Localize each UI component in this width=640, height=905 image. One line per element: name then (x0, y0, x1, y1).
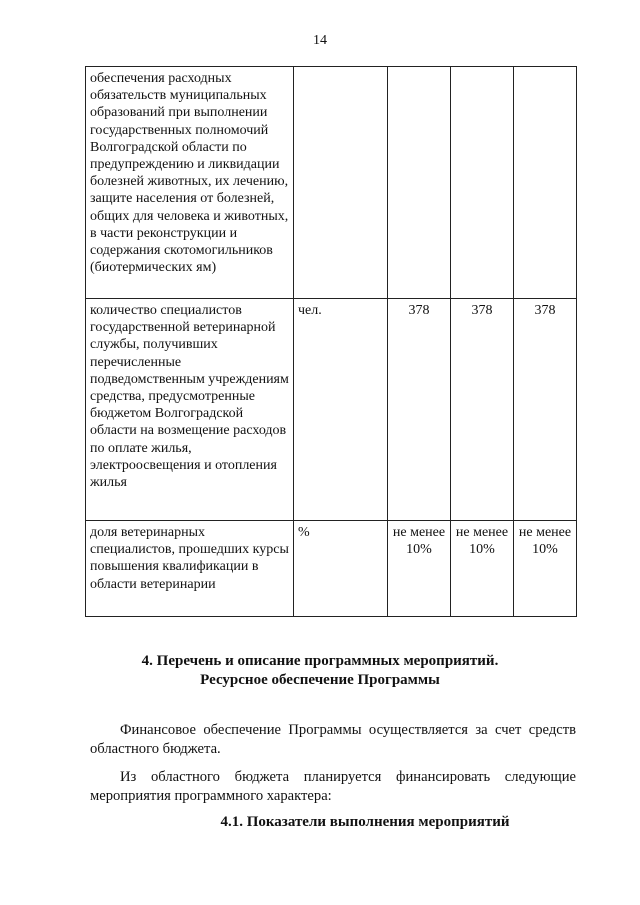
value-cell: 378 (514, 299, 577, 521)
paragraph-line: Финансовое обеспечение Программы осуществляется за счет средств (120, 722, 576, 738)
subsection-heading-text: 4.1. Показатели выполнения мероприятий (220, 814, 510, 830)
paragraph-line: областного бюджета. (90, 741, 221, 757)
indicator-name-cell: обеспечения расходных обязательств муниципальных образований при выполнении государственных полномочий Волгоградской области по предупреждению и ликвидации болезней животных, их лечению, защите населения от болезней, общих для человека и животных, в части реконструкции и содержания скотомогильников (биотермических ям) (86, 67, 294, 299)
value-cell: не менее 10% (514, 521, 577, 617)
table-row (86, 521, 577, 617)
value-cell (514, 67, 577, 299)
indicator-name-cell: количество специалистов государственной ветеринарной службы, получивших перечисленные подведомственным учреждениям средства, предусмотренные бюджетом Волгоградской области на возмещение расходов по оплате жилья, электроосвещения и отопления жилья (86, 299, 294, 521)
paragraph-activities (90, 768, 576, 806)
value-cell: не менее 10% (451, 521, 514, 617)
value-cell: 378 (388, 299, 451, 521)
section-heading-line1: 4. Перечень и описание программных мероприятий. (141, 653, 499, 669)
paragraph-line: мероприятия программного характера: (90, 788, 332, 804)
unit-cell (294, 67, 388, 299)
subsection-heading (0, 813, 640, 832)
value-cell (388, 67, 451, 299)
value-cell (451, 67, 514, 299)
value-cell: 378 (451, 299, 514, 521)
indicator-name-cell: доля ветеринарных специалистов, прошедших курсы повышения квалификации в области ветеринарии (86, 521, 294, 617)
section-heading (0, 652, 640, 690)
unit-cell: % (294, 521, 388, 617)
page-number: 14 (313, 33, 327, 48)
value-cell: не менее 10% (388, 521, 451, 617)
indicators-table (85, 66, 577, 617)
unit-cell: чел. (294, 299, 388, 521)
paragraph-line: Из областного бюджета планируется финансировать следующие (120, 769, 576, 785)
table-row (86, 299, 577, 521)
table-row (86, 67, 577, 299)
paragraph-financing (90, 721, 576, 759)
section-heading-line2: Ресурсное обеспечение Программы (200, 672, 440, 688)
